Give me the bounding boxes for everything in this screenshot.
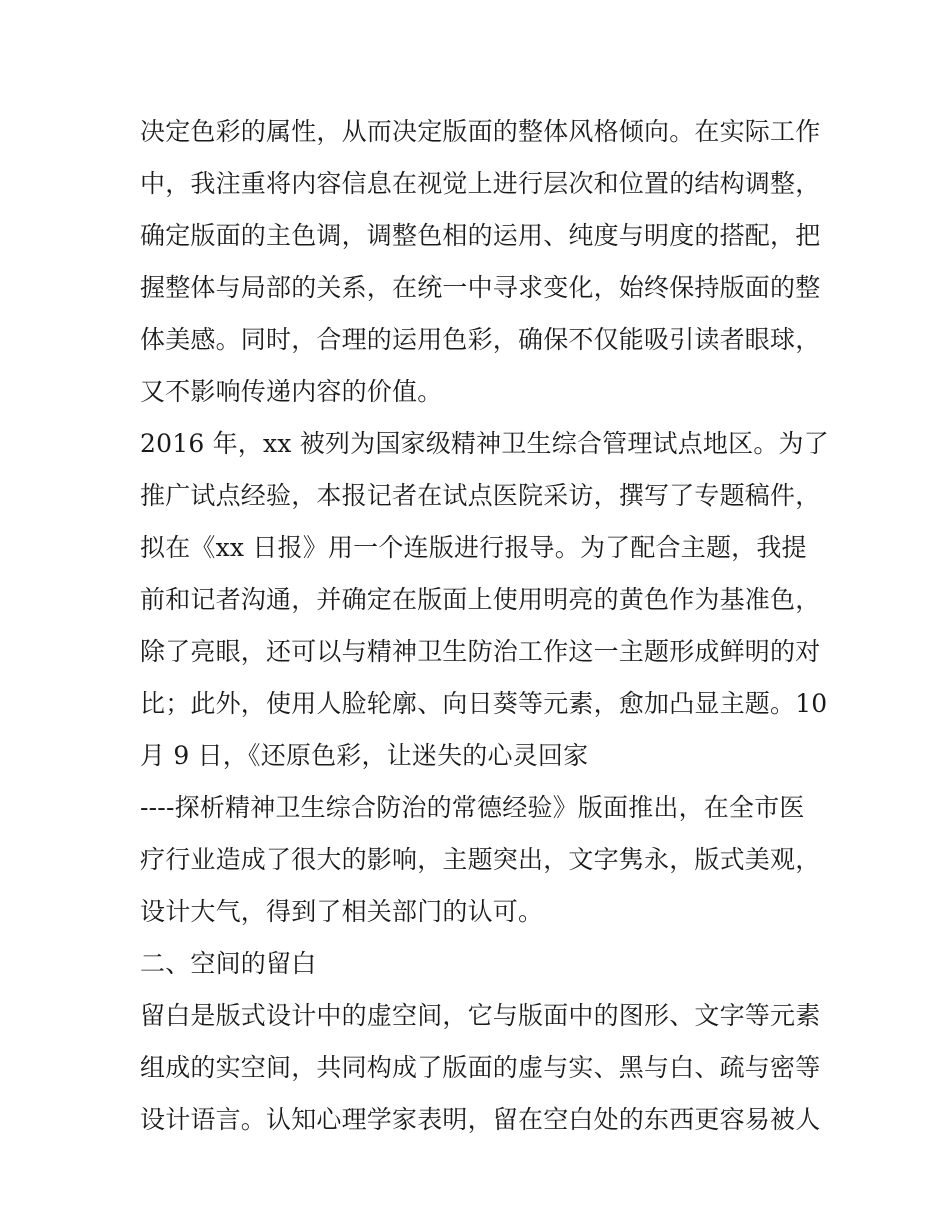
text-line: 2016 年，xx 被列为国家级精神卫生综合管理试点地区。为了 (140, 429, 829, 458)
text-line: 握整体与局部的关系，在统一中寻求变化，始终保持版面的整 (140, 273, 821, 302)
text-line: 前和记者沟通，并确定在版面上使用明亮的黄色作为基准色， (140, 585, 821, 614)
section-heading: 二、空间的留白 (140, 949, 317, 978)
text-line: ----探析精神卫生综合防治的常德经验》版面推出，在全市医 (140, 793, 805, 822)
text-line: 比；此外，使用人脸轮廓、向日葵等元素，愈加凸显主题。10 (140, 689, 828, 718)
text-line: 决定色彩的属性，从而决定版面的整体风格倾向。在实际工作 (140, 117, 821, 146)
text-line: 又不影响传递内容的价值。 (140, 377, 443, 406)
text-line: 设计语言。认知心理学家表明，留在空白处的东西更容易被人 (140, 1105, 821, 1134)
document-body (140, 106, 830, 1146)
text-line: 除了亮眼，还可以与精神卫生防治工作这一主题形成鲜明的对 (140, 637, 821, 666)
text-line: 拟在《xx 日报》用一个连版进行报导。为了配合主题，我提 (140, 533, 807, 562)
text-line: 月 9 日，《还原色彩，让迷失的心灵回家 (140, 741, 589, 770)
text-line: 中，我注重将内容信息在视觉上进行层次和位置的结构调整， (140, 169, 821, 198)
text-line: 设计大气，得到了相关部门的认可。 (140, 897, 544, 926)
text-line: 体美感。同时，合理的运用色彩，确保不仅能吸引读者眼球， (140, 325, 821, 354)
text-line: 疗行业造成了很大的影响，主题突出，文字隽永，版式美观， (140, 845, 821, 874)
text-line: 组成的实空间，共同构成了版面的虚与实、黑与白、疏与密等 (140, 1053, 821, 1082)
text-line: 确定版面的主色调，调整色相的运用、纯度与明度的搭配，把 (140, 221, 821, 250)
text-line: 推广试点经验，本报记者在试点医院采访，撰写了专题稿件， (140, 481, 821, 510)
text-line: 留白是版式设计中的虚空间，它与版面中的图形、文字等元素 (140, 1001, 821, 1030)
